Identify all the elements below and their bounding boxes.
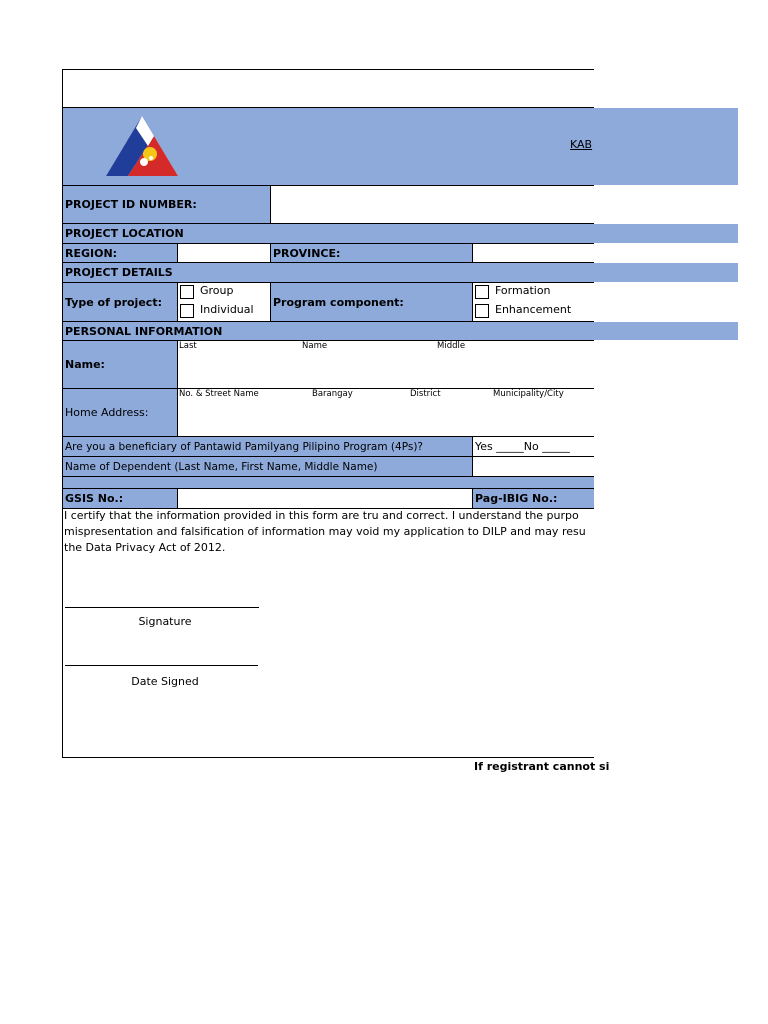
fourps-yes-no[interactable]: Yes _____No _____ [472,437,594,456]
frame-top [62,69,594,70]
section-overflow [594,263,738,282]
type-of-project-label: Type of project: [63,283,177,321]
gsis-label: GSIS No.: [63,489,177,508]
gsis-field[interactable] [177,489,472,508]
cert-line-2: mispresentation and falsification of information may void my application to DILP and may resu [64,525,586,538]
header-title: KAB [570,138,593,151]
group-option-label: Group [200,284,234,297]
project-id-field[interactable] [270,186,594,223]
section-overflow [594,224,738,243]
project-location-heading: PROJECT LOCATION [63,224,594,243]
date-signed-label: Date Signed [131,675,199,688]
header-band-overflow [594,108,738,185]
region-field[interactable] [177,244,270,262]
individual-option-label: Individual [200,303,254,316]
dependent-field[interactable] [472,457,594,476]
name-sub-name: Name [302,341,328,351]
enhancement-option-label: Enhancement [495,303,572,316]
certification-text [64,508,594,556]
address-sub-barangay: Barangay [312,389,353,399]
footer-note: If registrant cannot si [474,760,610,773]
section-overflow [594,322,738,340]
name-label: Name: [63,341,177,388]
cert-line-3: the Data Privacy Act of 2012. [64,541,226,554]
pagibig-label: Pag-IBIG No.: [472,489,594,508]
cert-line-1: I certify that the information provided in this form are tru and correct. I understand the purpo [64,509,579,522]
region-label: REGION: [63,244,177,262]
personal-info-heading: PERSONAL INFORMATION [63,322,594,340]
province-field[interactable] [472,244,594,262]
address-sub-city: Municipality/City [493,389,564,399]
home-address-label: Home Address: [63,389,177,436]
formation-option-label: Formation [495,284,551,297]
signature-line [65,607,259,608]
project-id-label: PROJECT ID NUMBER: [63,186,270,223]
signature-label: Signature [138,615,192,628]
group-checkbox[interactable] [180,285,194,299]
fourps-question: Are you a beneficiary of Pantawid Pamilyang Pilipino Program (4Ps)? [63,437,472,456]
address-sub-district: District [410,389,441,399]
date-signed-line [65,665,258,666]
header-top-line [62,107,594,108]
name-sub-middle: Middle [437,341,466,351]
program-component-label: Program component: [270,283,472,321]
enhancement-checkbox[interactable] [475,304,489,318]
dependent-label: Name of Dependent (Last Name, First Name, Middle Name) [63,457,472,476]
name-sub-last: Last [179,341,197,351]
province-label: PROVINCE: [270,244,472,262]
individual-checkbox[interactable] [180,304,194,318]
agency-logo-icon [104,114,180,178]
name-field[interactable] [177,341,594,388]
formation-checkbox[interactable] [475,285,489,299]
frame-bottom [62,757,594,758]
spacer-row [63,477,594,488]
project-details-heading: PROJECT DETAILS [63,263,594,282]
address-sub-street: No. & Street Name [179,389,259,399]
